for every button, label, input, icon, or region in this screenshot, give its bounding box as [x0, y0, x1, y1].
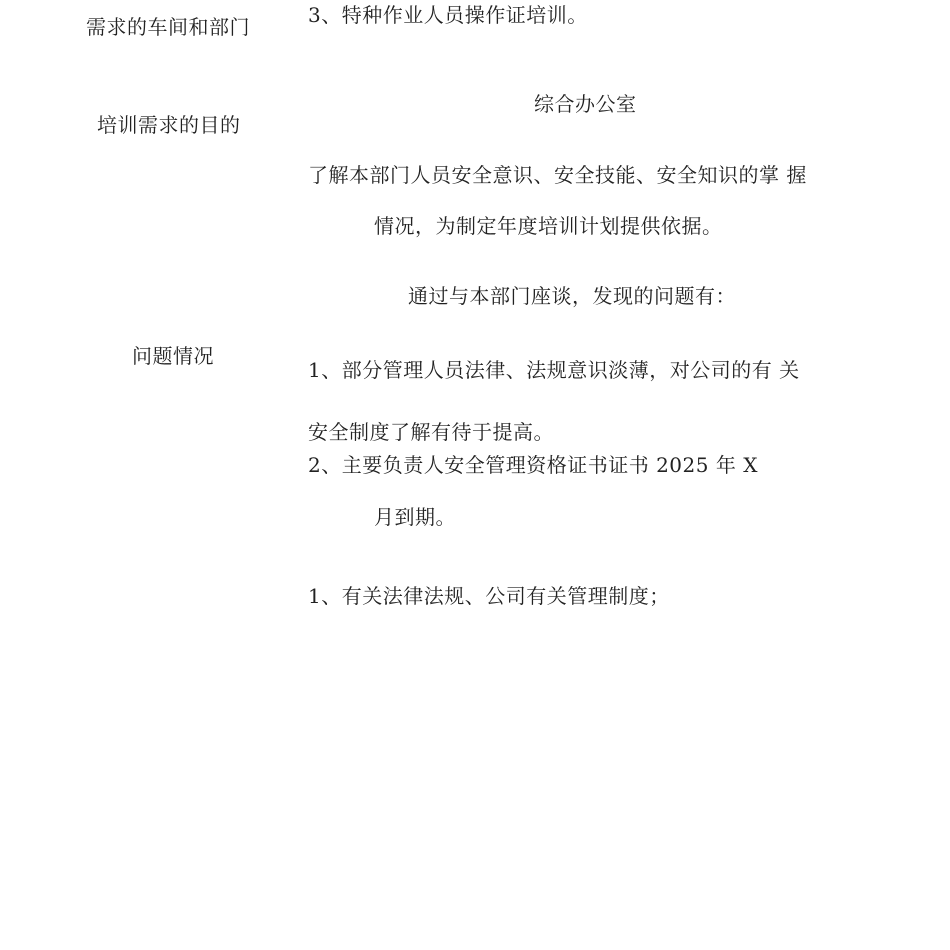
department-name: 综合办公室 — [534, 92, 637, 116]
problem-1-line-2: 安全制度了解有待于提高。 — [308, 420, 554, 444]
purpose-text-line-2: 情况，为制定年度培训计划提供依据。 — [374, 214, 723, 238]
problem-2-line-2: 月到期。 — [374, 505, 456, 529]
label-training-purpose: 培训需求的目的 — [97, 113, 241, 137]
problem-2-line-1: 2、主要负责人安全管理资格证书证书 2025 年 X — [308, 453, 758, 477]
label-problems: 问题情况 — [132, 344, 214, 368]
purpose-text-line-1: 了解本部门人员安全意识、安全技能、安全知识的掌 握 — [308, 163, 807, 187]
item-special-operations-training: 3、特种作业人员操作证培训。 — [308, 3, 588, 27]
label-department: 需求的车间和部门 — [86, 15, 250, 39]
problem-intro-text: 通过与本部门座谈，发现的问题有： — [408, 284, 736, 308]
problem-1-line-1: 1、部分管理人员法律、法规意识淡薄，对公司的有 关 — [308, 358, 800, 382]
training-content-item-1: 1、有关法律法规、公司有关管理制度； — [308, 584, 670, 608]
